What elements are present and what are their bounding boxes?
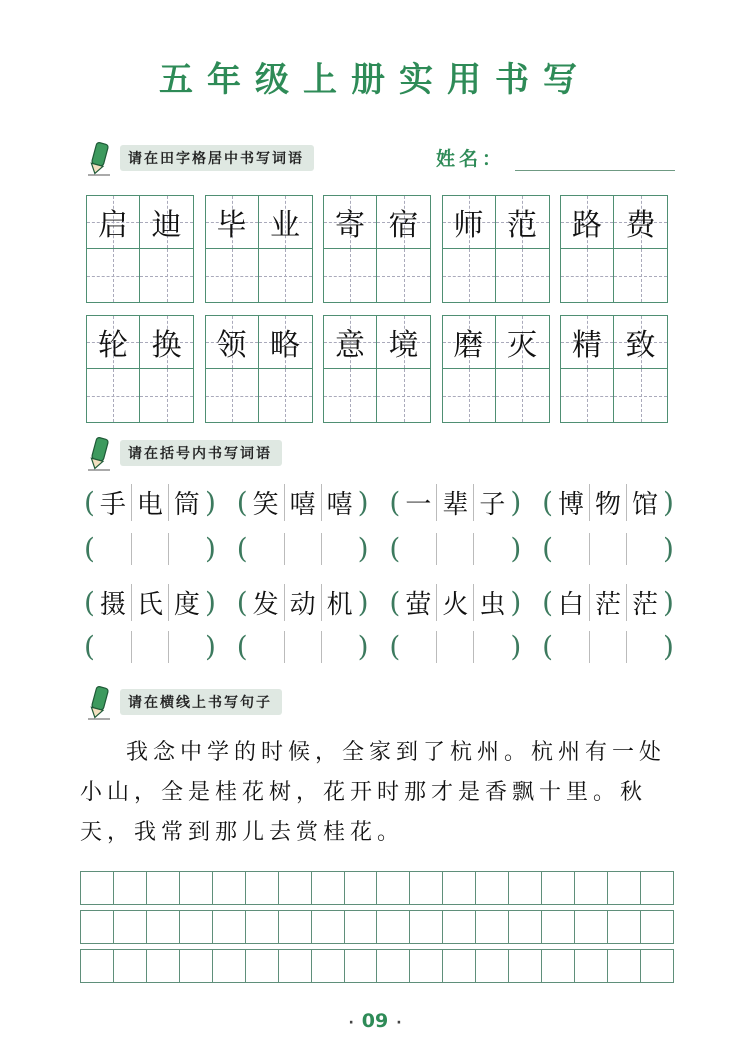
writing-cell[interactable] [345,911,378,943]
blank-slot[interactable] [473,533,510,565]
close-bracket: ) [357,532,369,565]
open-bracket: ( [542,586,554,619]
blank-slot[interactable] [589,631,626,663]
writing-cell[interactable] [114,950,147,982]
paren-word [84,484,216,521]
writing-cell[interactable] [81,872,114,904]
blank-slot[interactable] [131,631,168,663]
word-char: 火 [436,584,473,621]
writing-cell[interactable] [575,950,608,982]
blank-slot[interactable] [626,533,663,565]
close-bracket: ) [357,486,369,519]
open-bracket: ( [389,532,401,565]
blank-slot[interactable] [321,533,358,565]
writing-cell[interactable] [279,872,312,904]
blank-slot[interactable] [248,533,284,565]
word-char: 筒 [168,484,205,521]
writing-cell[interactable] [641,911,673,943]
word-char: 嘻 [321,484,358,521]
writing-cell[interactable] [312,950,345,982]
writing-cell[interactable] [575,911,608,943]
close-bracket: ) [357,630,369,663]
open-bracket: ( [389,486,401,519]
close-bracket: ) [663,486,674,519]
paren-word [542,584,674,621]
tian-word [323,195,431,303]
word-char: 换 [151,328,182,363]
close-bracket: ) [204,532,216,565]
paren-word [237,484,369,521]
blank-slot[interactable] [168,533,205,565]
writing-cell[interactable] [410,911,443,943]
writing-cell[interactable] [443,911,476,943]
practice-cell[interactable] [561,249,614,302]
word-char: 手 [99,490,126,520]
word-char: 博 [558,490,585,520]
writing-cell[interactable] [509,950,542,982]
section-label: 请在括号内书写词语 [120,440,282,466]
word-char: 茫 [589,584,626,621]
word-char: 轮 [98,328,128,363]
close-bracket: ) [510,486,522,519]
paren-word [542,484,674,521]
practice-cell[interactable] [87,249,140,302]
open-bracket: ( [84,630,95,663]
writing-row-3[interactable] [80,949,674,983]
writing-cell[interactable] [509,872,542,904]
blank-slot[interactable] [284,533,321,565]
paren-word [84,584,216,621]
writing-cell[interactable] [213,872,246,904]
word-char: 馆 [626,484,663,521]
blank-slot[interactable] [95,631,131,663]
pencil-icon [86,684,112,720]
tian-grid-row-1 [86,195,668,303]
open-bracket: ( [84,486,95,519]
word-char: 动 [284,584,321,621]
paren-blank[interactable] [84,630,216,663]
writing-cell[interactable] [147,911,180,943]
writing-cell[interactable] [246,872,279,904]
writing-cell[interactable] [542,950,575,982]
writing-cell[interactable] [542,911,575,943]
word-char: 毕 [216,208,247,243]
writing-cell[interactable] [345,950,378,982]
close-bracket: ) [510,630,522,663]
practice-cell[interactable] [324,249,377,302]
practice-cell[interactable] [614,369,667,422]
section-header-tian [86,140,314,176]
blank-slot[interactable] [95,533,131,565]
paren-word-row-1 [84,484,674,521]
word-char: 茫 [626,584,663,621]
open-bracket: ( [389,586,401,619]
section-label: 请在田字格居中书写词语 [120,145,314,171]
blank-slot[interactable] [553,631,589,663]
practice-cell[interactable] [87,369,140,422]
page-number-value: 09 [361,1010,389,1032]
writing-cell[interactable] [443,950,476,982]
word-char: 启 [98,208,128,243]
tian-word [205,315,313,423]
blank-slot[interactable] [626,631,663,663]
word-char: 磨 [453,328,484,363]
practice-cell[interactable] [496,369,549,422]
pencil-icon [86,435,112,471]
writing-row-1[interactable] [80,871,674,905]
blank-slot[interactable] [400,533,436,565]
close-bracket: ) [663,586,674,619]
writing-cell[interactable] [443,872,476,904]
writing-cell[interactable] [377,872,410,904]
writing-cell[interactable] [180,950,213,982]
practice-cell[interactable] [443,249,496,302]
word-char: 范 [507,208,537,243]
writing-cell[interactable] [312,911,345,943]
practice-cell[interactable] [614,249,667,302]
paren-word-row-2 [84,584,674,621]
practice-cell[interactable] [259,369,312,422]
section-label: 请在横线上书写句子 [120,689,282,715]
blank-slot[interactable] [400,631,436,663]
word-char: 电 [131,484,168,521]
writing-cell[interactable] [608,911,641,943]
writing-cell[interactable] [345,872,378,904]
word-char: 领 [216,328,247,363]
open-bracket: ( [84,586,95,619]
word-char: 嘻 [284,484,321,521]
dot: · [348,1015,354,1031]
word-char: 迪 [151,208,182,243]
page-title: 五年级上册实用书写 [159,60,591,100]
word-char: 业 [270,208,300,243]
writing-cell[interactable] [476,872,509,904]
writing-cell[interactable] [213,950,246,982]
blank-slot[interactable] [248,631,284,663]
word-char: 子 [473,484,510,521]
tian-word [86,315,194,423]
open-bracket: ( [236,532,248,565]
open-bracket: ( [236,586,248,619]
close-bracket: ) [510,586,522,619]
practice-cell[interactable] [140,249,193,302]
practice-cell[interactable] [561,369,614,422]
close-bracket: ) [663,630,674,663]
tian-word [560,195,668,303]
paren-blank-row-1 [84,532,674,565]
close-bracket: ) [204,630,216,663]
open-bracket: ( [542,630,554,663]
writing-cell[interactable] [81,911,114,943]
writing-cell[interactable] [279,911,312,943]
word-char: 寄 [335,208,365,243]
blank-slot[interactable] [589,533,626,565]
section-header-sentence [86,684,282,720]
practice-cell[interactable] [140,369,193,422]
practice-cell[interactable] [324,369,377,422]
writing-cell[interactable] [81,950,114,982]
close-bracket: ) [204,586,216,619]
writing-cell[interactable] [213,911,246,943]
open-bracket: ( [542,486,554,519]
word-char: 师 [453,208,484,243]
writing-cell[interactable] [608,950,641,982]
word-char: 发 [252,590,279,620]
writing-cell[interactable] [608,872,641,904]
blank-slot[interactable] [473,631,510,663]
writing-cell[interactable] [114,872,147,904]
writing-cell[interactable] [410,872,443,904]
name-field[interactable] [436,144,675,171]
open-bracket: ( [236,630,248,663]
close-bracket: ) [204,486,216,519]
open-bracket: ( [542,532,554,565]
word-char: 致 [625,328,656,363]
tian-word [86,195,194,303]
paren-blank[interactable] [389,532,521,565]
word-char: 境 [388,328,419,363]
section-header-paren [86,435,282,471]
word-char: 机 [321,584,358,621]
writing-cell[interactable] [180,872,213,904]
practice-cell[interactable] [377,249,430,302]
writing-cell[interactable] [575,872,608,904]
writing-cell[interactable] [641,872,673,904]
close-bracket: ) [510,532,522,565]
paren-blank[interactable] [542,630,674,663]
blank-slot[interactable] [436,533,473,565]
writing-cell[interactable] [542,872,575,904]
blank-slot[interactable] [553,533,589,565]
practice-cell[interactable] [377,369,430,422]
tian-word [442,315,550,423]
word-char: 氏 [131,584,168,621]
open-bracket: ( [236,486,248,519]
close-bracket: ) [357,586,369,619]
practice-cell[interactable] [206,249,259,302]
word-char: 萤 [405,590,432,620]
blank-slot[interactable] [321,631,358,663]
writing-cell[interactable] [246,950,279,982]
word-char: 费 [625,208,656,243]
paren-blank[interactable] [237,630,369,663]
tian-grid-row-2 [86,315,668,423]
word-char: 物 [589,484,626,521]
name-label: 姓名： [436,148,506,170]
paren-blank[interactable] [542,532,674,565]
blank-slot[interactable] [284,631,321,663]
name-input-line[interactable] [515,148,675,171]
blank-slot[interactable] [436,631,473,663]
word-char: 摄 [99,590,126,620]
paren-blank[interactable] [84,532,216,565]
word-char: 精 [572,328,602,363]
paren-word [389,484,521,521]
open-bracket: ( [389,630,401,663]
word-char: 灭 [507,328,537,363]
writing-cell[interactable] [147,872,180,904]
writing-row-2[interactable] [80,910,674,944]
writing-cell[interactable] [509,911,542,943]
writing-cell[interactable] [641,950,673,982]
word-char: 宿 [388,208,419,243]
paren-blank[interactable] [389,630,521,663]
tian-word [323,315,431,423]
practice-cell[interactable] [443,369,496,422]
writing-cell[interactable] [312,872,345,904]
practice-cell[interactable] [259,249,312,302]
word-char: 度 [168,584,205,621]
practice-cell[interactable] [206,369,259,422]
tian-word [442,195,550,303]
dot: · [396,1015,402,1031]
tian-word [205,195,313,303]
word-char: 辈 [436,484,473,521]
practice-cell[interactable] [496,249,549,302]
writing-cell[interactable] [377,911,410,943]
writing-cell[interactable] [410,950,443,982]
writing-cell[interactable] [180,911,213,943]
word-char: 笑 [252,490,279,520]
writing-cell[interactable] [114,911,147,943]
word-char: 白 [558,590,585,620]
writing-cell[interactable] [147,950,180,982]
open-bracket: ( [84,532,95,565]
writing-cell[interactable] [476,950,509,982]
writing-cell[interactable] [246,911,279,943]
writing-cell[interactable] [476,911,509,943]
tian-word [560,315,668,423]
paren-blank-row-2 [84,630,674,663]
word-char: 一 [405,490,432,520]
word-char: 意 [335,328,365,363]
paren-blank[interactable] [237,532,369,565]
close-bracket: ) [663,532,674,565]
blank-slot[interactable] [131,533,168,565]
writing-cell[interactable] [377,950,410,982]
paren-word [237,584,369,621]
blank-slot[interactable] [168,631,205,663]
word-char: 虫 [473,584,510,621]
pencil-icon [86,140,112,176]
model-passage: 我念中学的时候，全家到了杭州。杭州有一处小山，全是桂花树，花开时那才是香飘十里。秋天，我常到那儿去赏桂花。 [80,740,667,845]
paren-word [389,584,521,621]
page-number [0,1010,750,1032]
word-char: 略 [270,328,300,363]
writing-cell[interactable] [279,950,312,982]
word-char: 路 [572,208,602,243]
